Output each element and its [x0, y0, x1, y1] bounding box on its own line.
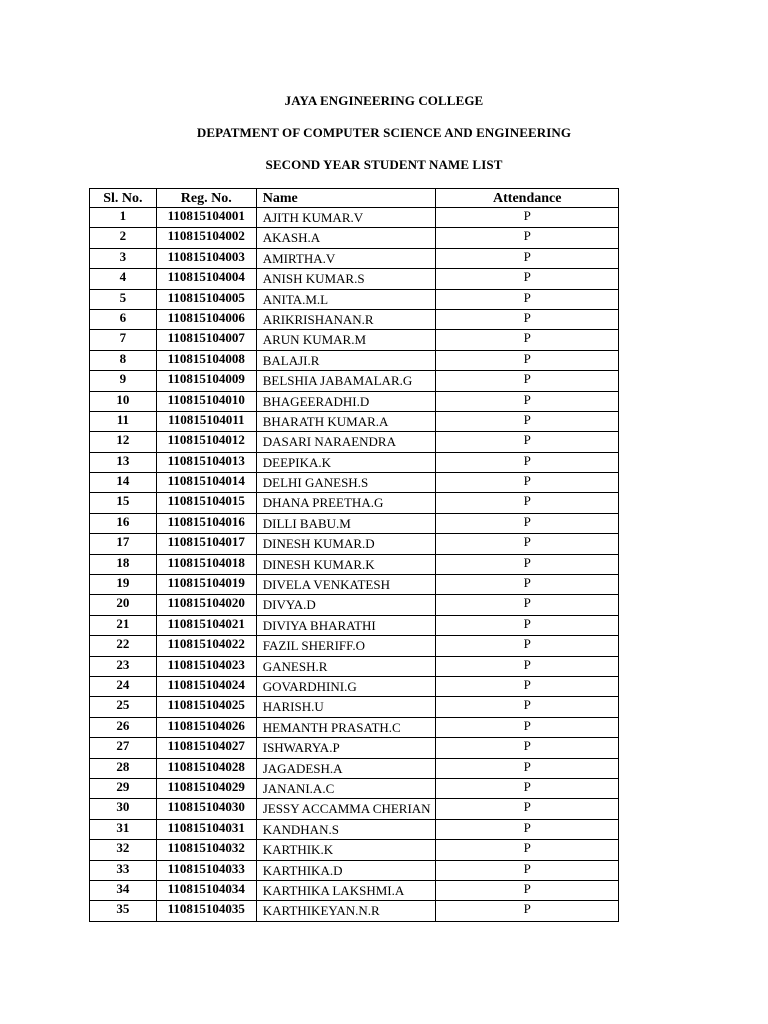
- sl-no-cell: 7: [90, 330, 157, 350]
- name-cell: AJITH KUMAR.V: [256, 208, 436, 228]
- attendance-cell: P: [436, 473, 619, 493]
- sl-no-cell: 11: [90, 411, 157, 431]
- table-row: [90, 758, 619, 778]
- table-row: [90, 819, 619, 839]
- sl-no-cell: 19: [90, 575, 157, 595]
- name-cell: ARUN KUMAR.M: [256, 330, 436, 350]
- attendance-cell: P: [436, 391, 619, 411]
- name-cell: ISHWARYA.P: [256, 738, 436, 758]
- attendance-cell: P: [436, 860, 619, 880]
- table-row: [90, 473, 619, 493]
- table-row: [90, 615, 619, 635]
- reg-no-cell: 110815104009: [156, 371, 256, 391]
- reg-no-cell: 110815104014: [156, 473, 256, 493]
- reg-no-cell: 110815104029: [156, 778, 256, 798]
- name-cell: DINESH KUMAR.D: [256, 534, 436, 554]
- reg-no-cell: 110815104013: [156, 452, 256, 472]
- table-row: [90, 697, 619, 717]
- table-body: [90, 208, 619, 922]
- name-cell: BHARATH KUMAR.A: [256, 411, 436, 431]
- reg-no-cell: 110815104027: [156, 738, 256, 758]
- name-cell: ARIKRISHANAN.R: [256, 309, 436, 329]
- name-cell: DEEPIKA.K: [256, 452, 436, 472]
- name-cell: DHANA PREETHA.G: [256, 493, 436, 513]
- table-row: [90, 636, 619, 656]
- attendance-cell: P: [436, 493, 619, 513]
- name-cell: KANDHAN.S: [256, 819, 436, 839]
- table-row: [90, 309, 619, 329]
- table-row: [90, 778, 619, 798]
- sl-no-cell: 28: [90, 758, 157, 778]
- reg-no-cell: 110815104004: [156, 269, 256, 289]
- table-row: [90, 656, 619, 676]
- sl-no-cell: 10: [90, 391, 157, 411]
- name-cell: AMIRTHA.V: [256, 248, 436, 268]
- table-row: [90, 554, 619, 574]
- attendance-cell: P: [436, 228, 619, 248]
- name-cell: BHAGEERADHI.D: [256, 391, 436, 411]
- sl-no-cell: 16: [90, 513, 157, 533]
- attendance-cell: P: [436, 799, 619, 819]
- reg-no-cell: 110815104023: [156, 656, 256, 676]
- table-row: [90, 371, 619, 391]
- table-row: [90, 350, 619, 370]
- table-row: [90, 248, 619, 268]
- reg-no-cell: 110815104024: [156, 676, 256, 696]
- table-row: [90, 391, 619, 411]
- sl-no-cell: 4: [90, 269, 157, 289]
- header-attendance: Attendance: [436, 189, 619, 208]
- reg-no-cell: 110815104017: [156, 534, 256, 554]
- name-cell: KARTHIKA.D: [256, 860, 436, 880]
- name-cell: DINESH KUMAR.K: [256, 554, 436, 574]
- reg-no-cell: 110815104026: [156, 717, 256, 737]
- reg-no-cell: 110815104035: [156, 901, 256, 921]
- sl-no-cell: 15: [90, 493, 157, 513]
- table-row: [90, 880, 619, 900]
- name-cell: KARTHIKEYAN.N.R: [256, 901, 436, 921]
- sl-no-cell: 32: [90, 840, 157, 860]
- attendance-cell: P: [436, 819, 619, 839]
- table-row: [90, 595, 619, 615]
- attendance-cell: P: [436, 432, 619, 452]
- sl-no-cell: 6: [90, 309, 157, 329]
- sl-no-cell: 35: [90, 901, 157, 921]
- attendance-cell: P: [436, 248, 619, 268]
- sl-no-cell: 18: [90, 554, 157, 574]
- table-row: [90, 289, 619, 309]
- attendance-cell: P: [436, 289, 619, 309]
- name-cell: KARTHIK.K: [256, 840, 436, 860]
- reg-no-cell: 110815104003: [156, 248, 256, 268]
- student-table: [89, 188, 619, 922]
- sl-no-cell: 8: [90, 350, 157, 370]
- reg-no-cell: 110815104016: [156, 513, 256, 533]
- table-row: [90, 534, 619, 554]
- sl-no-cell: 21: [90, 615, 157, 635]
- name-cell: DILLI BABU.M: [256, 513, 436, 533]
- attendance-cell: P: [436, 208, 619, 228]
- reg-no-cell: 110815104025: [156, 697, 256, 717]
- table-row: [90, 228, 619, 248]
- reg-no-cell: 110815104033: [156, 860, 256, 880]
- sl-no-cell: 14: [90, 473, 157, 493]
- reg-no-cell: 110815104028: [156, 758, 256, 778]
- attendance-cell: P: [436, 717, 619, 737]
- reg-no-cell: 110815104010: [156, 391, 256, 411]
- sl-no-cell: 31: [90, 819, 157, 839]
- table-row: [90, 411, 619, 431]
- reg-no-cell: 110815104002: [156, 228, 256, 248]
- name-cell: FAZIL SHERIFF.O: [256, 636, 436, 656]
- name-cell: BELSHIA JABAMALAR.G: [256, 371, 436, 391]
- reg-no-cell: 110815104011: [156, 411, 256, 431]
- name-cell: GOVARDHINI.G: [256, 676, 436, 696]
- table-row: [90, 901, 619, 921]
- header-reg-no: Reg. No.: [156, 189, 256, 208]
- header-sl-no: Sl. No.: [90, 189, 157, 208]
- table-row: [90, 738, 619, 758]
- sl-no-cell: 17: [90, 534, 157, 554]
- sl-no-cell: 12: [90, 432, 157, 452]
- table-row: [90, 269, 619, 289]
- name-cell: HARISH.U: [256, 697, 436, 717]
- name-cell: DIVELA VENKATESH: [256, 575, 436, 595]
- attendance-cell: P: [436, 840, 619, 860]
- attendance-cell: P: [436, 575, 619, 595]
- attendance-cell: P: [436, 513, 619, 533]
- table-row: [90, 676, 619, 696]
- attendance-cell: P: [436, 697, 619, 717]
- attendance-cell: P: [436, 411, 619, 431]
- name-cell: DIVIYA BHARATHI: [256, 615, 436, 635]
- attendance-cell: P: [436, 901, 619, 921]
- attendance-cell: P: [436, 778, 619, 798]
- reg-no-cell: 110815104031: [156, 819, 256, 839]
- sl-no-cell: 26: [90, 717, 157, 737]
- reg-no-cell: 110815104007: [156, 330, 256, 350]
- table-row: [90, 330, 619, 350]
- name-cell: ANITA.M.L: [256, 289, 436, 309]
- attendance-cell: P: [436, 269, 619, 289]
- attendance-cell: P: [436, 880, 619, 900]
- sl-no-cell: 3: [90, 248, 157, 268]
- sl-no-cell: 2: [90, 228, 157, 248]
- header-name: Name: [256, 189, 436, 208]
- sl-no-cell: 27: [90, 738, 157, 758]
- attendance-cell: P: [436, 309, 619, 329]
- reg-no-cell: 110815104018: [156, 554, 256, 574]
- reg-no-cell: 110815104001: [156, 208, 256, 228]
- name-cell: BALAJI.R: [256, 350, 436, 370]
- sl-no-cell: 29: [90, 778, 157, 798]
- attendance-cell: P: [436, 758, 619, 778]
- table-row: [90, 860, 619, 880]
- attendance-cell: P: [436, 534, 619, 554]
- sl-no-cell: 1: [90, 208, 157, 228]
- reg-no-cell: 110815104019: [156, 575, 256, 595]
- attendance-cell: P: [436, 676, 619, 696]
- table-row: [90, 799, 619, 819]
- table-header-row: [90, 189, 619, 208]
- attendance-cell: P: [436, 656, 619, 676]
- sl-no-cell: 13: [90, 452, 157, 472]
- name-cell: ANISH KUMAR.S: [256, 269, 436, 289]
- name-cell: JESSY ACCAMMA CHERIAN: [256, 799, 436, 819]
- name-cell: DIVYA.D: [256, 595, 436, 615]
- table-row: [90, 513, 619, 533]
- sl-no-cell: 22: [90, 636, 157, 656]
- name-cell: DASARI NARAENDRA: [256, 432, 436, 452]
- sl-no-cell: 25: [90, 697, 157, 717]
- reg-no-cell: 110815104015: [156, 493, 256, 513]
- sl-no-cell: 20: [90, 595, 157, 615]
- attendance-cell: P: [436, 636, 619, 656]
- reg-no-cell: 110815104006: [156, 309, 256, 329]
- reg-no-cell: 110815104022: [156, 636, 256, 656]
- reg-no-cell: 110815104012: [156, 432, 256, 452]
- attendance-cell: P: [436, 330, 619, 350]
- name-cell: AKASH.A: [256, 228, 436, 248]
- table-row: [90, 840, 619, 860]
- table-row: [90, 432, 619, 452]
- sl-no-cell: 5: [90, 289, 157, 309]
- name-cell: DELHI GANESH.S: [256, 473, 436, 493]
- table-row: [90, 452, 619, 472]
- reg-no-cell: 110815104021: [156, 615, 256, 635]
- name-cell: JAGADESH.A: [256, 758, 436, 778]
- table-row: [90, 575, 619, 595]
- sl-no-cell: 9: [90, 371, 157, 391]
- attendance-cell: P: [436, 615, 619, 635]
- name-cell: JANANI.A.C: [256, 778, 436, 798]
- sl-no-cell: 30: [90, 799, 157, 819]
- sl-no-cell: 34: [90, 880, 157, 900]
- attendance-cell: P: [436, 738, 619, 758]
- table-row: [90, 717, 619, 737]
- sl-no-cell: 33: [90, 860, 157, 880]
- reg-no-cell: 110815104008: [156, 350, 256, 370]
- attendance-cell: P: [436, 371, 619, 391]
- table-row: [90, 493, 619, 513]
- name-cell: HEMANTH PRASATH.C: [256, 717, 436, 737]
- name-cell: KARTHIKA LAKSHMI.A: [256, 880, 436, 900]
- attendance-cell: P: [436, 452, 619, 472]
- table-row: [90, 208, 619, 228]
- attendance-cell: P: [436, 595, 619, 615]
- department-title: DEPATMENT OF COMPUTER SCIENCE AND ENGINEERING: [196, 125, 572, 140]
- sl-no-cell: 23: [90, 656, 157, 676]
- reg-no-cell: 110815104005: [156, 289, 256, 309]
- list-title: SECOND YEAR STUDENT NAME LIST: [265, 157, 503, 172]
- attendance-cell: P: [436, 554, 619, 574]
- reg-no-cell: 110815104034: [156, 880, 256, 900]
- attendance-cell: P: [436, 350, 619, 370]
- college-title: JAYA ENGINEERING COLLEGE: [284, 93, 484, 108]
- reg-no-cell: 110815104030: [156, 799, 256, 819]
- sl-no-cell: 24: [90, 676, 157, 696]
- name-cell: GANESH.R: [256, 656, 436, 676]
- reg-no-cell: 110815104032: [156, 840, 256, 860]
- reg-no-cell: 110815104020: [156, 595, 256, 615]
